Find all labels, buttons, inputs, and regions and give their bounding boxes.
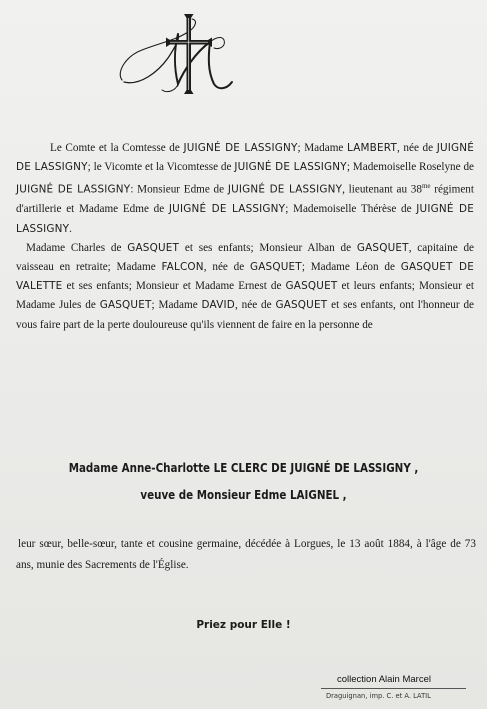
family-name: GASQUET DE VALETTE (16, 260, 474, 293)
family-name: JUIGNÉ DE LASSIGNY (16, 142, 475, 174)
family-announcement (16, 139, 474, 335)
text-run: Le Comte et la Comtesse de (50, 142, 184, 154)
family-name: JUIGNÉ DE LASSIGNY (168, 203, 286, 216)
family-name: GASQUET (249, 260, 302, 273)
ordinal-suffix: me (421, 182, 431, 191)
family-name: JUIGNÉ DE LASSIGNY (234, 161, 347, 174)
cross-monogram-icon (112, 10, 237, 105)
family-name: JUIGNÉ DE LASSIGNY (16, 203, 475, 235)
deceased-name: Madame Anne-Charlotte LE CLERC DE JUIGNÉ DE LASSIGNY , (68, 461, 419, 475)
family-name: GASQUET (99, 299, 152, 312)
family-name: LAMBERT (346, 142, 397, 154)
footer-divider (321, 688, 466, 689)
collection-credit: collection Alain Marcel (337, 674, 431, 685)
text-run: : Monsieur Edme de (130, 184, 228, 197)
text-run: ; Madame Léon de (301, 260, 401, 273)
text-run: , lieutenant au 38 (342, 184, 422, 197)
text-run: et ses enfants; Monsieur et Madame Ernest de (62, 280, 286, 293)
family-name: GASQUET (285, 280, 338, 293)
family-paragraph-gasquet (16, 239, 474, 335)
family-name: GASQUET (356, 241, 409, 254)
text-run: ; Madame (297, 142, 347, 154)
text-run: , née de (397, 142, 437, 154)
family-name: JUIGNÉ DE LASSIGNY (16, 184, 131, 197)
printer-credit: Draguignan, imp. C. et A. LATIL (326, 691, 431, 700)
text-run: régiment d'artillerie et Madame Edme de (16, 184, 474, 216)
text-run: , capitaine de vaisseau en retraite; Madame (16, 241, 475, 273)
text-run: , née de (203, 260, 250, 273)
deceased-name-block (34, 455, 453, 509)
text-run: Madame Charles de (26, 241, 128, 254)
family-paragraph-juigne (16, 139, 474, 239)
text-run: . (69, 222, 72, 235)
text-run: , née de (234, 299, 276, 312)
family-name: GASQUET (275, 299, 328, 312)
family-name: FALCON (161, 260, 204, 273)
text-run: ; Mademoiselle Roselyne de (346, 161, 475, 174)
family-name: JUIGNÉ DE LASSIGNY (183, 142, 298, 154)
death-details (16, 534, 476, 575)
prayer-line: Priez pour Elle ! (196, 619, 291, 631)
text-run: ; Mademoiselle Thérèse de (285, 203, 417, 216)
text-run: et leurs enfants; Monsieur et Madame Jules de (16, 280, 474, 312)
family-name: DAVID (201, 299, 235, 312)
text-run: et ses enfants, ont l'honneur de vous faire part de la perte douloureuse qu'ils viennent de faire en la personne de (16, 299, 474, 331)
death-details-text: leur sœur, belle-sœur, tante et cousine germaine, décédée à Lorgues, le 13 août 1884, à l'âge de 73 ans, munie des Sacrements de l'Église. (16, 538, 476, 571)
text-run: ; Madame (151, 299, 202, 312)
family-name: GASQUET (127, 241, 180, 254)
text-run: et ses enfants; Monsieur Alban de (179, 241, 357, 254)
family-name: JUIGNÉ DE LASSIGNY (227, 184, 343, 197)
text-run: ; le Vicomte et la Vicomtesse de (87, 161, 235, 174)
deceased-widow-of: veuve de Monsieur Edme LAIGNEL , (140, 488, 347, 502)
